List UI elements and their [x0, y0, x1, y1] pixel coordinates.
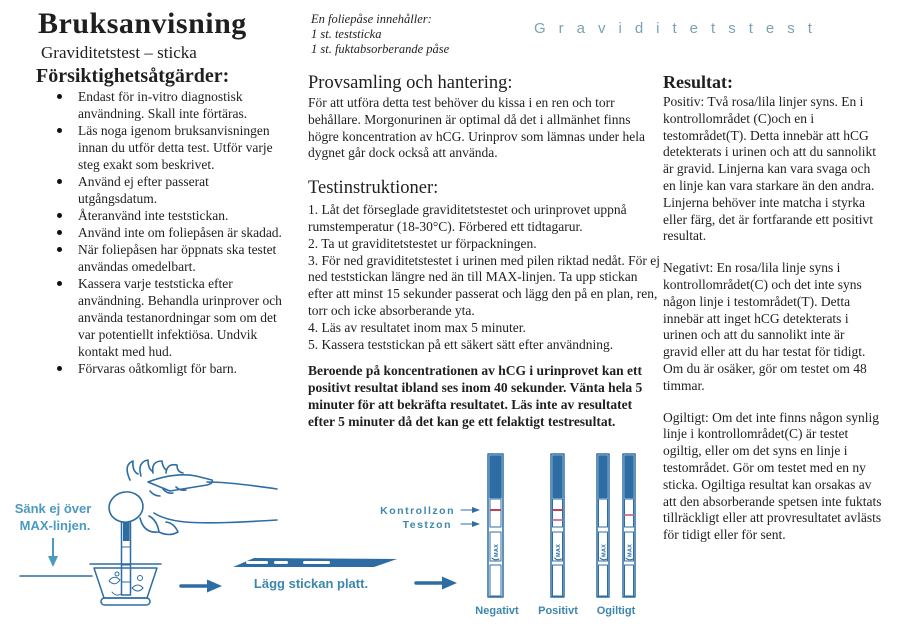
bullet-icon [57, 230, 62, 235]
down-arrow-icon [48, 538, 58, 567]
precaution-text: Endast för in-vitro diagnostisk användning. Skall inte förtäras. [78, 89, 248, 121]
dip-warning-label-line2: MAX-linjen. [19, 518, 91, 533]
precaution-text: Använd ej efter passerat utgångsdatum. [78, 174, 209, 206]
instructions-heading: Testinstruktioner: [308, 178, 439, 199]
lay-flat-label: Lägg stickan platt. [253, 576, 369, 591]
instruction-steps [308, 202, 664, 353]
max-label: MAX [556, 543, 562, 557]
forward-arrow-icon [416, 577, 457, 590]
brand-name: Graviditetstest [534, 20, 825, 37]
precaution-item [36, 122, 284, 173]
splash-icon [109, 577, 120, 584]
splash-icon [138, 576, 143, 581]
precaution-text: Läs noga igenom bruksanvisningen innan du utför detta test. Utför varje steg exakt som beskrivet. [78, 123, 273, 172]
strip-label-invalid: Ogiltigt [596, 605, 636, 617]
page-title: Bruksanvisning [38, 7, 247, 40]
pouch-note-line-3: 1 st. fuktabsorberande påse [311, 42, 450, 56]
pouch-note-line-1: En foliepåse innehåller: [311, 12, 432, 26]
control-zone-label: Kontrollzon [380, 505, 455, 517]
bullet-icon [57, 179, 62, 184]
forward-arrow-icon [181, 580, 222, 593]
result-positive-text: Positiv: Två rosa/lila linjer syns. En i kontrollområdet (C)och en i testområdet(T). Detta innebär att hCG detekterats i urinen och att du sannolikt är gravid. Linjerna kan vara svaga och en linje kan vara starkare än den andra. Linjerna behöver inte matcha i styrka eller färg, det är fortfarande ett positivt resultat. [663, 94, 876, 244]
bullet-icon [57, 247, 62, 252]
test-strip-invalid-testline [623, 454, 635, 597]
bullet-icon [57, 94, 62, 99]
pouch-contents-note [311, 12, 449, 57]
test-zone-label: Testzon [402, 519, 452, 531]
max-label: MAX [601, 543, 608, 557]
instruction-step: 3. För ned graviditetstestet i urinen med pilen riktad nedåt. För ej ned teststickan längre ned än till MAX-linjen. Ta upp stickan efter att minst 15 sekunder passerat och lägg den på en plan, ren, torr och icke absorberande yta. [308, 252, 661, 318]
instruction-step: 1. Låt det förseglade graviditetstestet och urinprovet uppnå rumstemperatur (18-30°C). Förbered ett tidtagarur. [308, 202, 627, 234]
precautions-section [36, 64, 284, 377]
instruction-step: 2. Ta ut graviditetstestet ur förpackningen. [308, 235, 537, 251]
precaution-text: Använd inte om foliepåsen är skadad. [78, 225, 282, 240]
splash-icon [115, 572, 119, 576]
precaution-text: Kassera varje teststicka efter användning. Behandla urinprover och använda testanordningar som om det var potentiellt infektiösa. Undvik kontakt med hud. [78, 276, 282, 359]
precaution-item [36, 360, 284, 377]
page-subtitle: Graviditetstest – sticka [41, 43, 197, 62]
result-invalid-text: Ogiltigt: Om det inte finns någon synlig linje i kontrollområdet(C) är testet ogiltig, eller om det syns en linje i testområdet. Gör om testet med en ny sticka. Ogiltiga resultat kan orsakas av att den absorberande spetsen inte fuktats tillräckligt eller att provresultatet avlästs för tidigt eller för sent. [663, 409, 882, 543]
precaution-item [36, 224, 284, 241]
precaution-item [36, 275, 284, 360]
precaution-text: När foliepåsen har öppnats ska testet användas omedelbart. [78, 242, 277, 274]
flat-test-strip [233, 558, 397, 567]
max-label: MAX [627, 543, 634, 557]
instruction-step: 4. Läs av resultatet inom max 5 minuter. [308, 319, 526, 335]
urine-cup [90, 564, 161, 605]
test-strip-positive [551, 454, 564, 597]
bullet-icon [57, 128, 62, 133]
title-block [38, 6, 247, 63]
instruction-step: 5. Kassera teststickan på ett säkert sätt efter användning. [308, 336, 614, 352]
bullet-icon [57, 213, 62, 218]
splash-icon [112, 592, 121, 595]
precaution-text: Återanvänd inte teststickan. [78, 208, 229, 223]
precaution-item [36, 207, 284, 224]
results-heading: Resultat: [663, 72, 733, 92]
splash-icon [132, 585, 143, 591]
precaution-item [36, 173, 284, 207]
precaution-item [36, 241, 284, 275]
pouch-note-line-2: 1 st. teststicka [311, 27, 382, 41]
result-negative-text: Negativt: En rosa/lila linje syns i kontrollområdet(C) och det inte syns någon linje i testområdet(T). Detta innebär att inget hCG detekterats i urinen och att du sannolikt inte är gravid eller att du har testat för tidigt. Om du är osäker, gör om testet om 48 timmar. [663, 260, 867, 393]
usage-diagram [0, 430, 660, 632]
sampling-heading: Provsamling och hantering: [308, 73, 513, 93]
test-zone-arrow-icon [461, 521, 480, 527]
bullet-icon [57, 366, 62, 371]
precaution-item [36, 88, 284, 122]
control-zone-arrow-icon [461, 507, 480, 513]
instructions-section [308, 72, 664, 431]
precaution-text: Förvaras oåtkomligt för barn. [78, 361, 237, 376]
test-strip-invalid-blank [597, 454, 609, 597]
strip-label-positive: Positivt [538, 605, 578, 617]
bullet-icon [57, 281, 62, 286]
sampling-body: För att utföra detta test behöver du kissa i en ren och torr behållare. Morgonurinen är optimal då det i allmänhet finns högre koncentration av hCG. Urinprov som lämnas under hela dygnet går dock också att använda. [308, 95, 646, 161]
results-section [663, 70, 882, 559]
test-strip-negative [488, 454, 503, 597]
precautions-heading: Försiktighetsåtgärder: [36, 65, 230, 87]
hand-dip-illustration [106, 460, 277, 595]
strip-label-negative: Negativt [475, 605, 519, 617]
max-label: MAX [494, 543, 500, 557]
timing-warning-note: Beroende på koncentrationen av hCG i urinprovet kan ett positivt resultat ibland ses inom 40 sekunder. Vänta hela 5 minuter för att bekräfta resultatet. Läs inte av resultatet efter 5 minuter då det kan ge ett felaktigt testresultat. [308, 363, 643, 429]
dip-warning-label-line1: Sänk ej över [14, 501, 92, 516]
